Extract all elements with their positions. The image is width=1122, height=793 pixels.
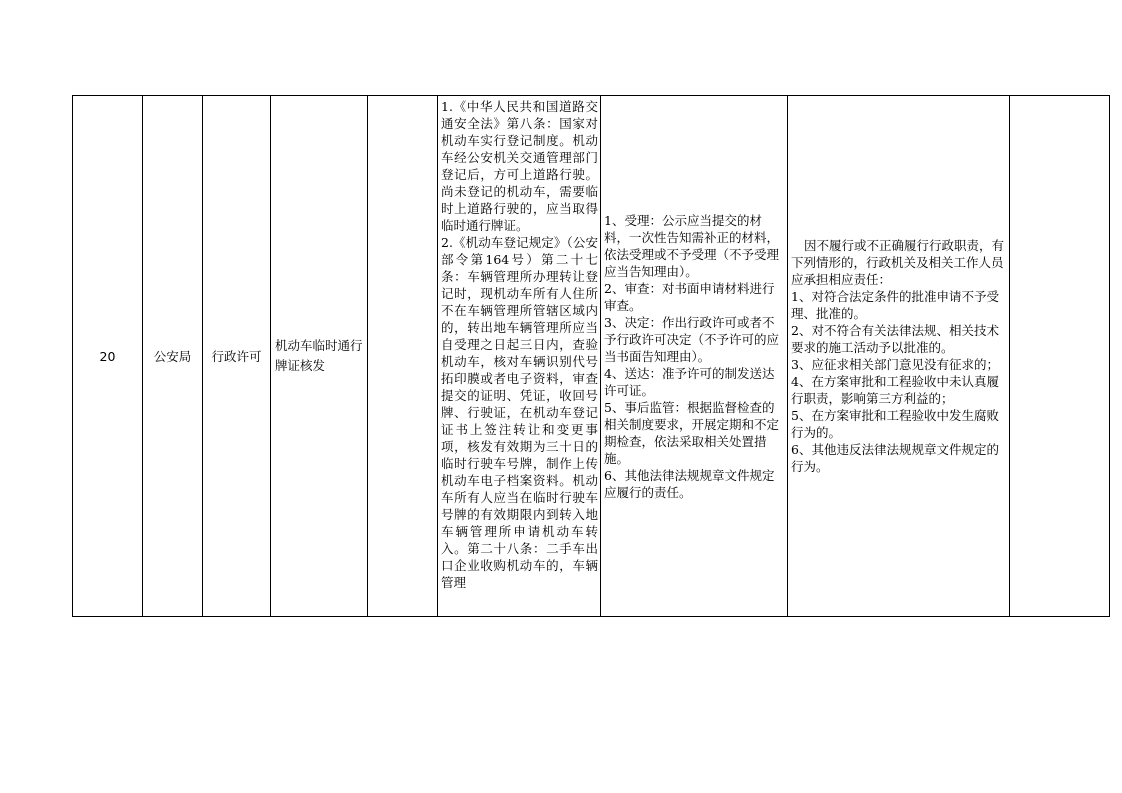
responsibility-item: 1、受理：公示应当提交的材料，一次性告知需补正的材料，依法受理或不予受理（不予受理应当告知理由）。 <box>604 212 780 279</box>
department-cell: 公安局 <box>143 96 203 617</box>
table-row <box>73 96 1110 617</box>
responsibility-item: 3、决定：作出行政许可或者不予行政许可决定（不予许可的应当书面告知理由）。 <box>604 314 780 364</box>
accountability-cell <box>788 96 1010 617</box>
remarks-cell <box>1010 96 1110 617</box>
accountability-item: 6、其他违反法律法规规章文件规定的行为。 <box>791 442 999 474</box>
sub-item-cell <box>368 96 438 617</box>
accountability-intro: 因不履行或不正确履行行政职责，有下列情形的，行政机关及相关工作人员应承担相应责任： <box>791 238 1005 287</box>
permit-table <box>72 95 1110 617</box>
legal-basis-paragraph-1: 1.《中华人民共和国道路交通安全法》第八条：国家对机动车实行登记制度。机动车经公安机关交通管理部门登记后，方可上道路行驶。尚未登记的机动车，需要临时上道路行驶的，应当取得临时通行牌证。 <box>441 99 598 233</box>
responsibilities-cell <box>601 96 788 617</box>
responsibility-item: 4、送达：准予许可的制发送达许可证。 <box>604 365 775 398</box>
responsibility-item: 2、审查：对书面申请材料进行审查。 <box>604 280 775 313</box>
legal-basis-cell <box>438 96 601 617</box>
row-number: 20 <box>73 96 143 617</box>
accountability-item: 2、对不符合有关法律法规、相关技术要求的施工活动予以批准的。 <box>791 323 999 355</box>
accountability-item: 3、应征求相关部门意见没有征求的； <box>791 357 999 372</box>
category-cell: 行政许可 <box>203 96 271 617</box>
accountability-item: 5、在方案审批和工程验收中发生腐败行为的。 <box>791 408 999 440</box>
responsibility-item: 6、其他法律法规规章文件规定应履行的责任。 <box>604 467 775 500</box>
legal-basis-paragraph-2: 2.《机动车登记规定》（公安部令第164号）第二十七条：车辆管理所办理转让登记时，现机动车所有人住所不在车辆管理所管辖区域内的，转出地车辆管理所应当自受理之日起三日内，查验机动车，核对车辆识别代号拓印膜或者电子资料，审查提交的证明、凭证，收回号牌、行驶证，在机动车登记证书上签注转让和变更事项，核发有效期为三十日的临时行驶车号牌，制作上传机动车电子档案资料。机动车所有人应当在临时行驶车号牌的有效期限内到转入地车辆管理所申请机动车转入。第二十八条：二手车出口企业收购机动车的，车辆管理 <box>441 235 598 590</box>
responsibility-item: 5、事后监管：根据监督检查的相关制度要求，开展定期和不定期检查，依法采取相关处置措施。 <box>604 399 780 466</box>
accountability-item: 1、对符合法定条件的批准申请不予受理、批准的。 <box>791 289 999 321</box>
accountability-item: 4、在方案审批和工程验收中未认真履行职责，影响第三方利益的； <box>791 374 999 406</box>
item-name-cell: 机动车临时通行牌证核发 <box>271 96 368 617</box>
